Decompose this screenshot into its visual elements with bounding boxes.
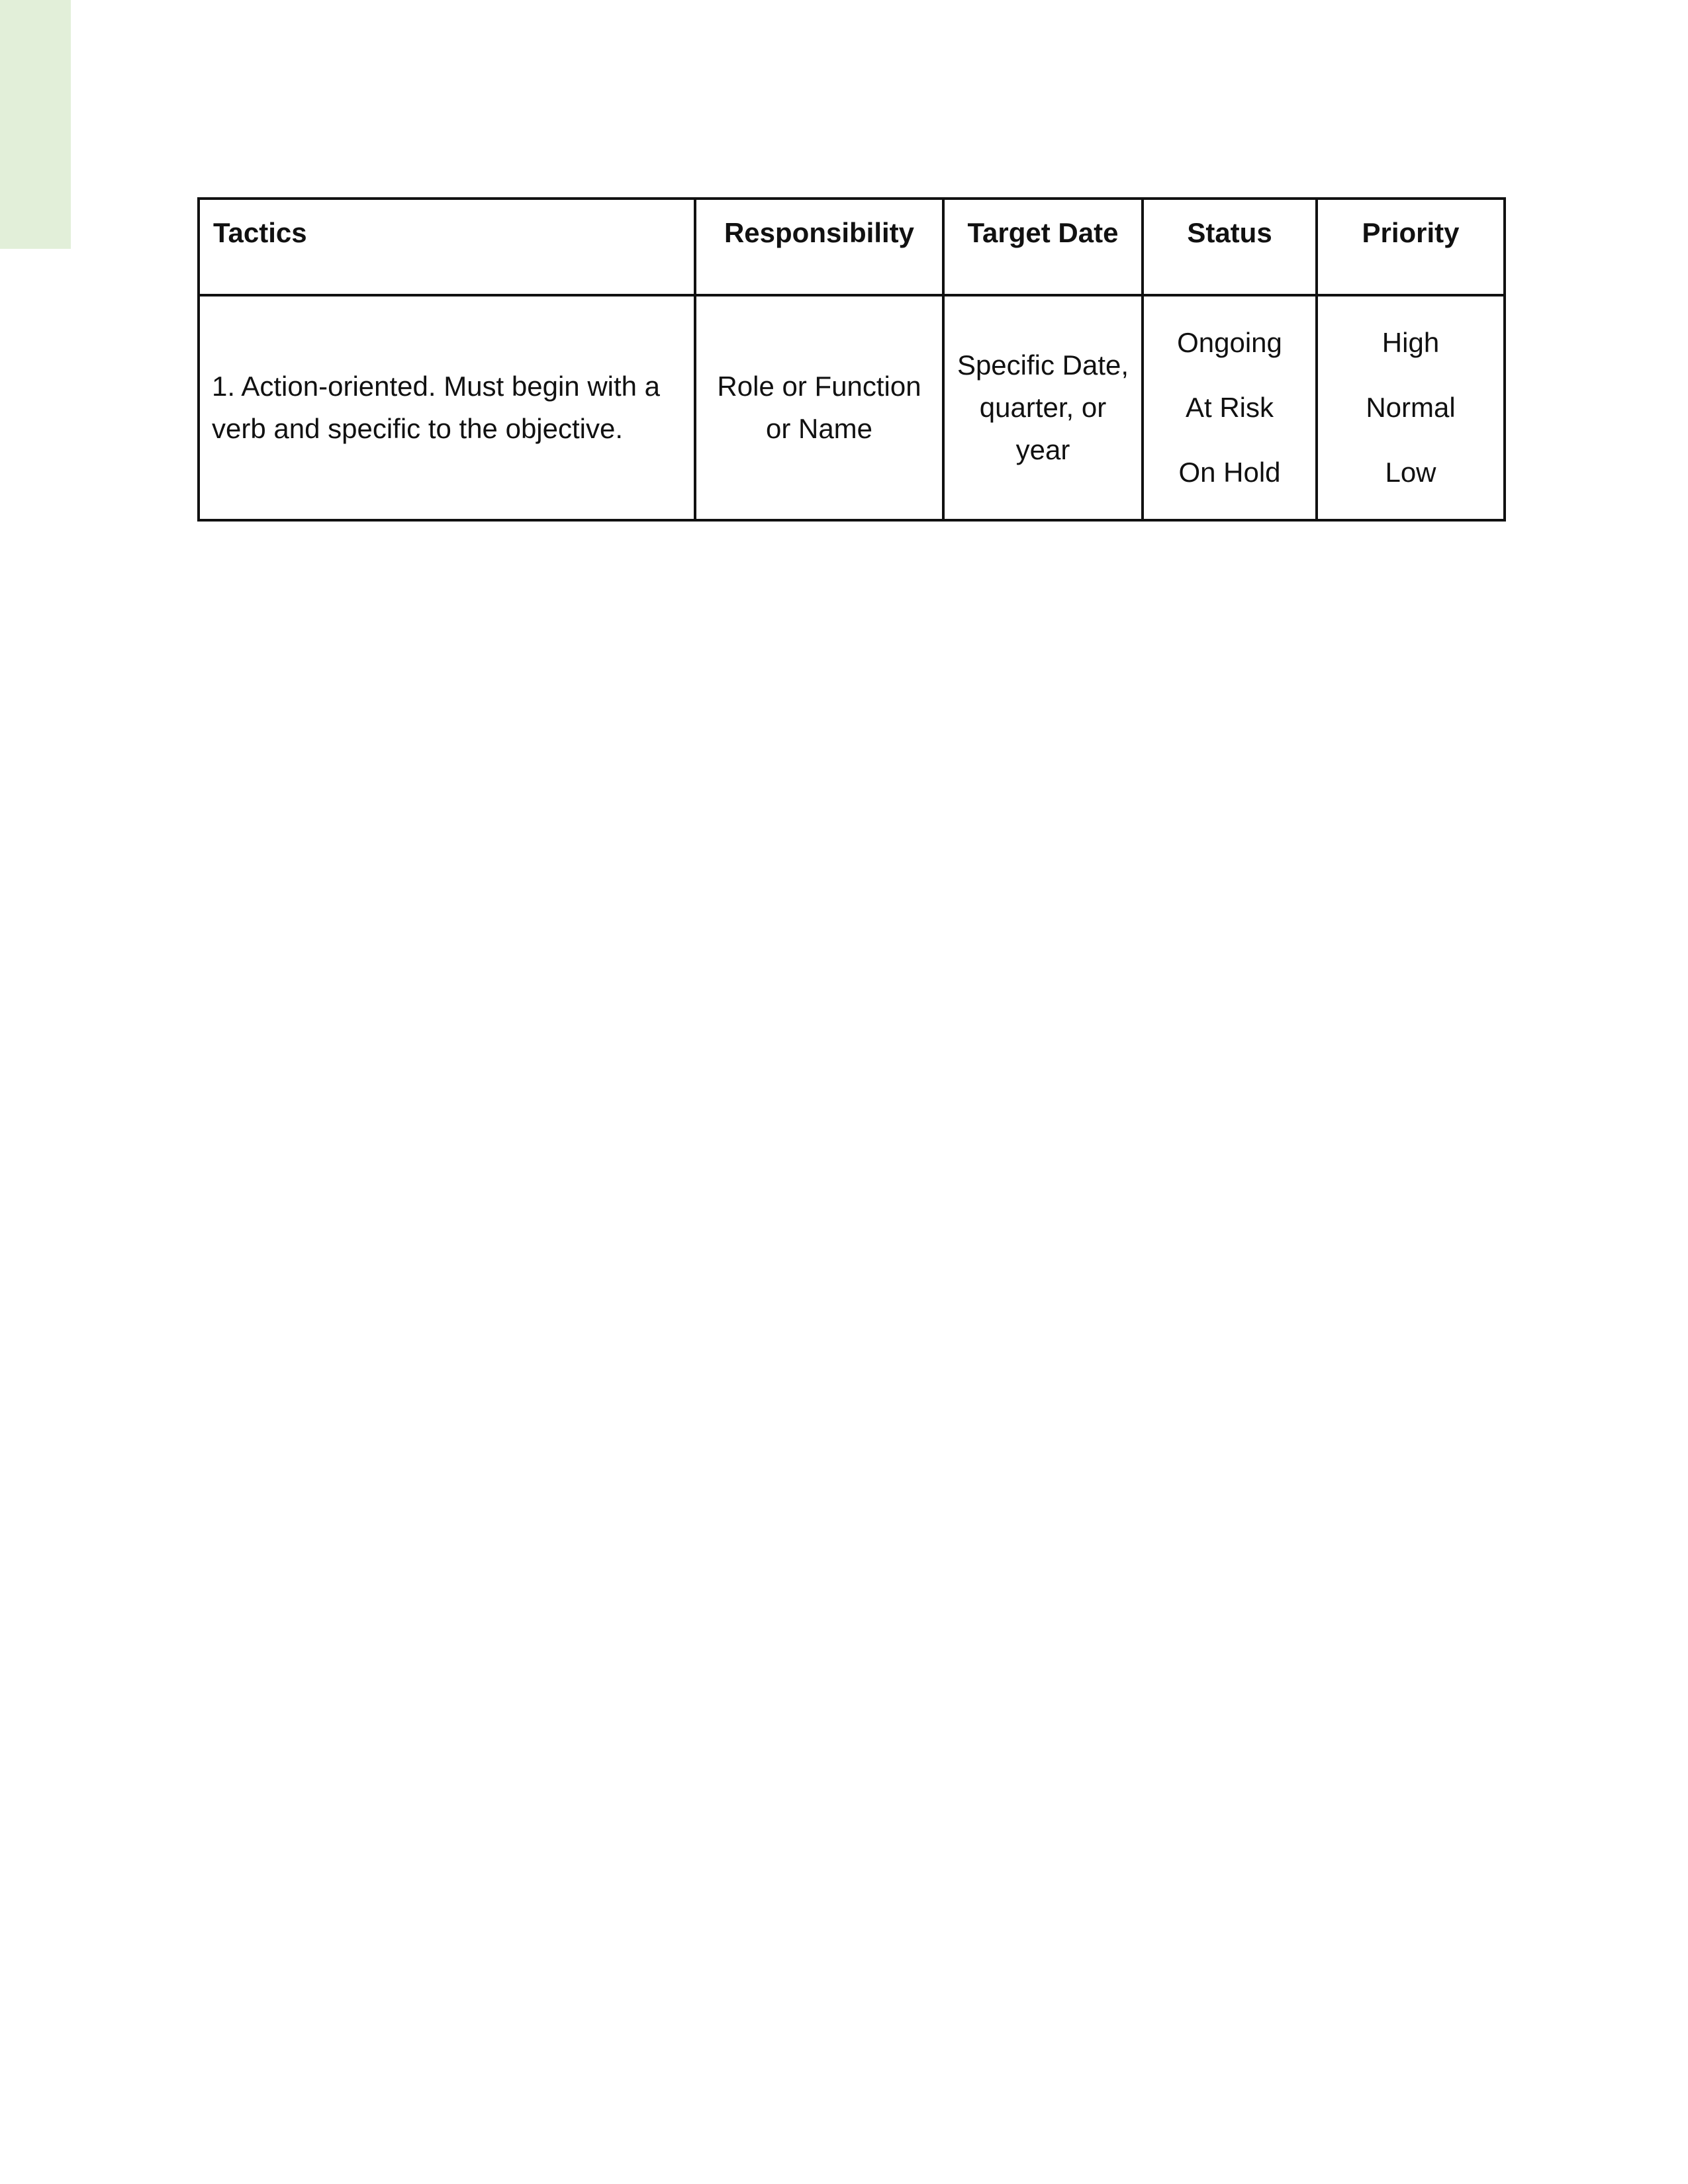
header-priority: Priority [1317, 199, 1505, 295]
header-tactics: Tactics [199, 199, 695, 295]
status-option-at-risk: At Risk [1185, 392, 1274, 423]
header-target-date: Target Date [943, 199, 1143, 295]
status-option-ongoing: Ongoing [1177, 327, 1282, 358]
header-status: Status [1143, 199, 1317, 295]
header-responsibility: Responsibility [695, 199, 943, 295]
priority-option-normal: Normal [1366, 392, 1456, 423]
cell-tactics: 1. Action-oriented. Must begin with a verb and specific to the objective. [199, 295, 695, 520]
table-header-row [199, 199, 1505, 295]
cell-responsibility: Role or Function or Name [695, 295, 943, 520]
priority-option-low: Low [1385, 457, 1436, 488]
tactics-table [197, 197, 1506, 522]
cell-status [1143, 295, 1317, 520]
priority-option-high: High [1382, 327, 1440, 358]
cell-target-date: Specific Date, quarter, or year [943, 295, 1143, 520]
status-option-on-hold: On Hold [1178, 457, 1281, 488]
side-color-tab [0, 0, 71, 249]
table-row [199, 295, 1505, 520]
cell-priority [1317, 295, 1505, 520]
